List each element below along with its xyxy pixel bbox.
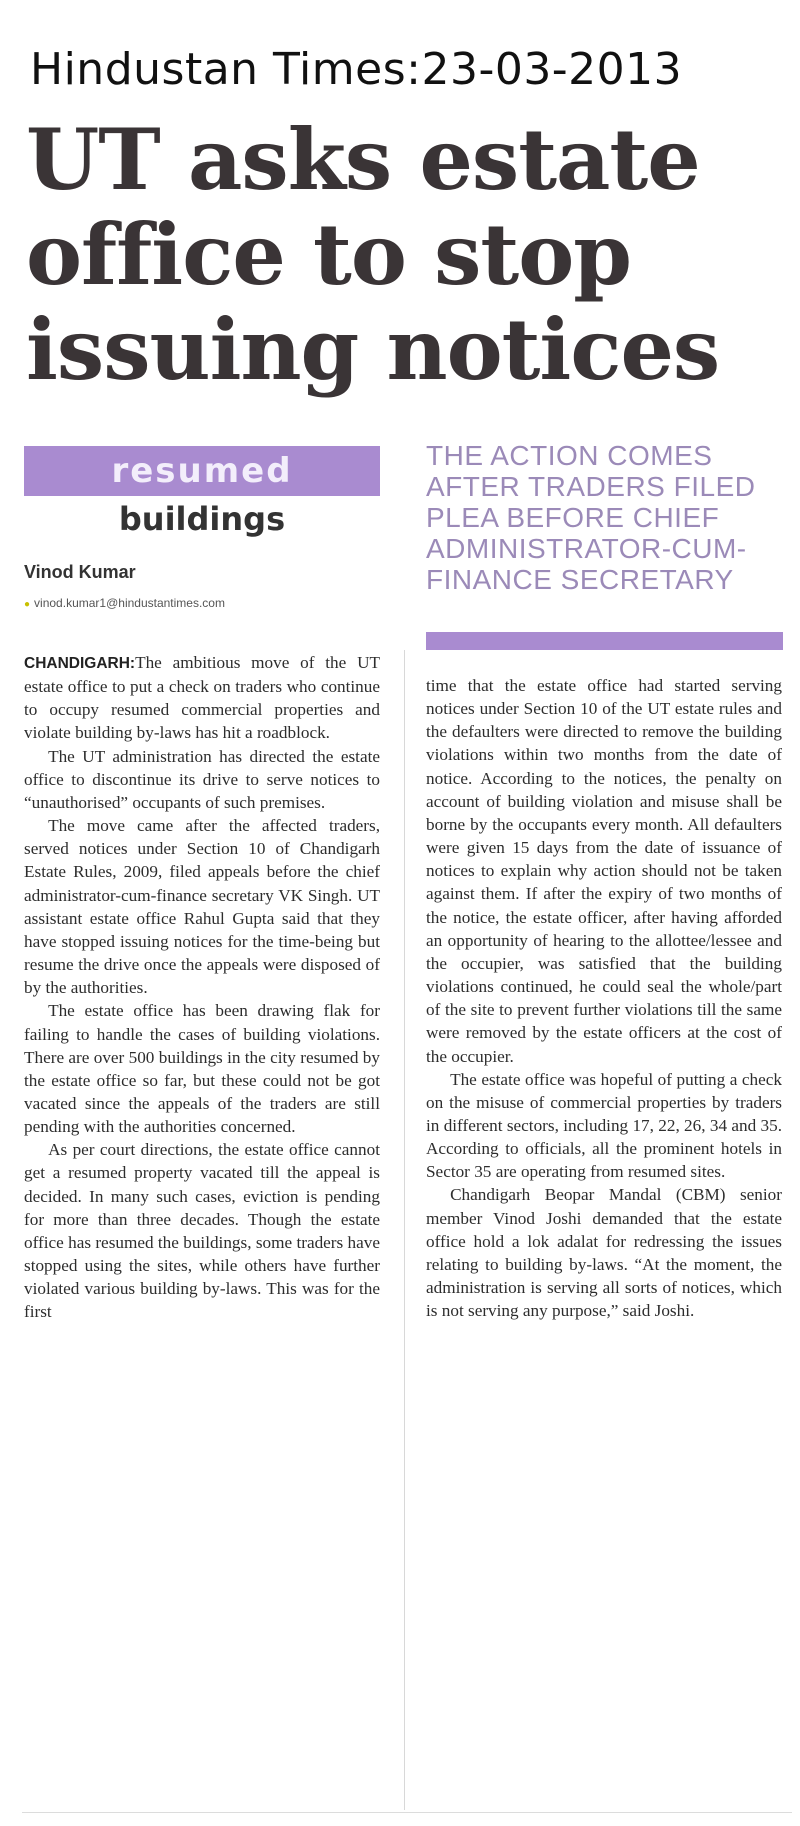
- masthead-date: Hindustan Times:23-03-2013: [30, 44, 683, 95]
- bullet-icon: ●: [24, 599, 31, 610]
- article-column-left: [24, 651, 380, 1324]
- pull-quote-line: AFTER TRADERS FILED: [426, 471, 756, 502]
- pull-quote-line: FINANCE SECRETARY: [426, 564, 734, 595]
- article-paragraph: Chandigarh Beopar Mandal (CBM) senior member Vinod Joshi demanded that the estate office hold a lok adalat for redressing the issues relating to building by-laws. “At the moment, the administration is serving all sorts of notices, which is not serving any purpose,” said Joshi.: [426, 1185, 782, 1321]
- headline: [26, 112, 766, 397]
- column-divider: [404, 650, 405, 1810]
- headline-line: office to stop: [26, 205, 631, 304]
- paragraph-text: The ambitious move of the UT estate office to put a check on traders who continue to occupy resumed commercial properties and violate building by-laws has hit a roadblock.: [24, 653, 380, 743]
- article-paragraph: The move came after the affected traders, served notices under Section 10 of Chandigarh Estate Rules, 2009, filed appeals before the chief administrator-cum-finance secretary VK Singh. UT assistant estate office Rahul Gupta said that they have stopped issuing notices for the time-being but resume the drive once the appeals were disposed of by the authorities.: [24, 816, 380, 998]
- article-paragraph: time that the estate office had started serving notices under Section 10 of the UT estate rules and the defaulters were directed to remove the building violations within two months from the date of notice. According to the notices, the penalty on account of building violation and misuse shall be borne by the occupants every month. All defaulters were given 15 days from the date of issuance of notices to explain why action should not be taken against them. If after the expiry of two months of the notice, the estate officer, after having afforded an opportunity of hearing to the allottee/lessee and the occupier, was satisfied that the building violations continued, he could seal the whole/part of the site to prevent further violations till the same were removed by the estate officers at the cost of the occupier.: [426, 676, 782, 1066]
- article-paragraph: As per court directions, the estate office cannot get a resumed property vacated till the appeal is decided. In many such cases, eviction is pending for more than three decades. Though the estate office has resumed the buildings, some traders have stopped using the sites, while others have further violated various building by-laws. This was for the first: [24, 1140, 380, 1322]
- headline-line: UT asks estate: [26, 110, 700, 209]
- pull-quote: [426, 440, 786, 595]
- article-paragraph: The UT administration has directed the estate office to discontinue its drive to serve notices to “unauthorised” occupants of such premises.: [24, 746, 380, 812]
- pull-quote-bar: [426, 632, 783, 650]
- pull-quote-line: THE ACTION COMES: [426, 440, 713, 471]
- article-paragraph: The estate office has been drawing flak for failing to handle the cases of building violations. There are over 500 buildings in the city resumed by the estate office so far, but these could not be got vacated since the appeals of the traders are still pending with the authorities concerned.: [24, 1001, 380, 1137]
- bottom-rule: [22, 1812, 792, 1813]
- kicker-label: resumed: [111, 451, 293, 491]
- byline-author: Vinod Kumar: [24, 562, 136, 582]
- article-paragraph: The estate office was hopeful of putting a check on the misuse of commercial properties by traders in different sectors, including 17, 22, 26, 34 and 35. According to officials, all the prominent hotels in Sector 35 are operating from resumed sites.: [426, 1069, 782, 1182]
- pull-quote-line: ADMINISTRATOR-CUM-: [426, 533, 747, 564]
- byline-email: [24, 596, 225, 610]
- kicker-subtitle: buildings: [118, 500, 286, 538]
- headline-line: issuing notices: [26, 300, 720, 399]
- article-paragraph: [24, 651, 380, 745]
- dateline: CHANDIGARH:: [24, 655, 136, 672]
- article-column-right: [426, 674, 782, 1322]
- email-text: vinod.kumar1@hindustantimes.com: [34, 596, 225, 610]
- pull-quote-line: PLEA BEFORE CHIEF: [426, 502, 720, 533]
